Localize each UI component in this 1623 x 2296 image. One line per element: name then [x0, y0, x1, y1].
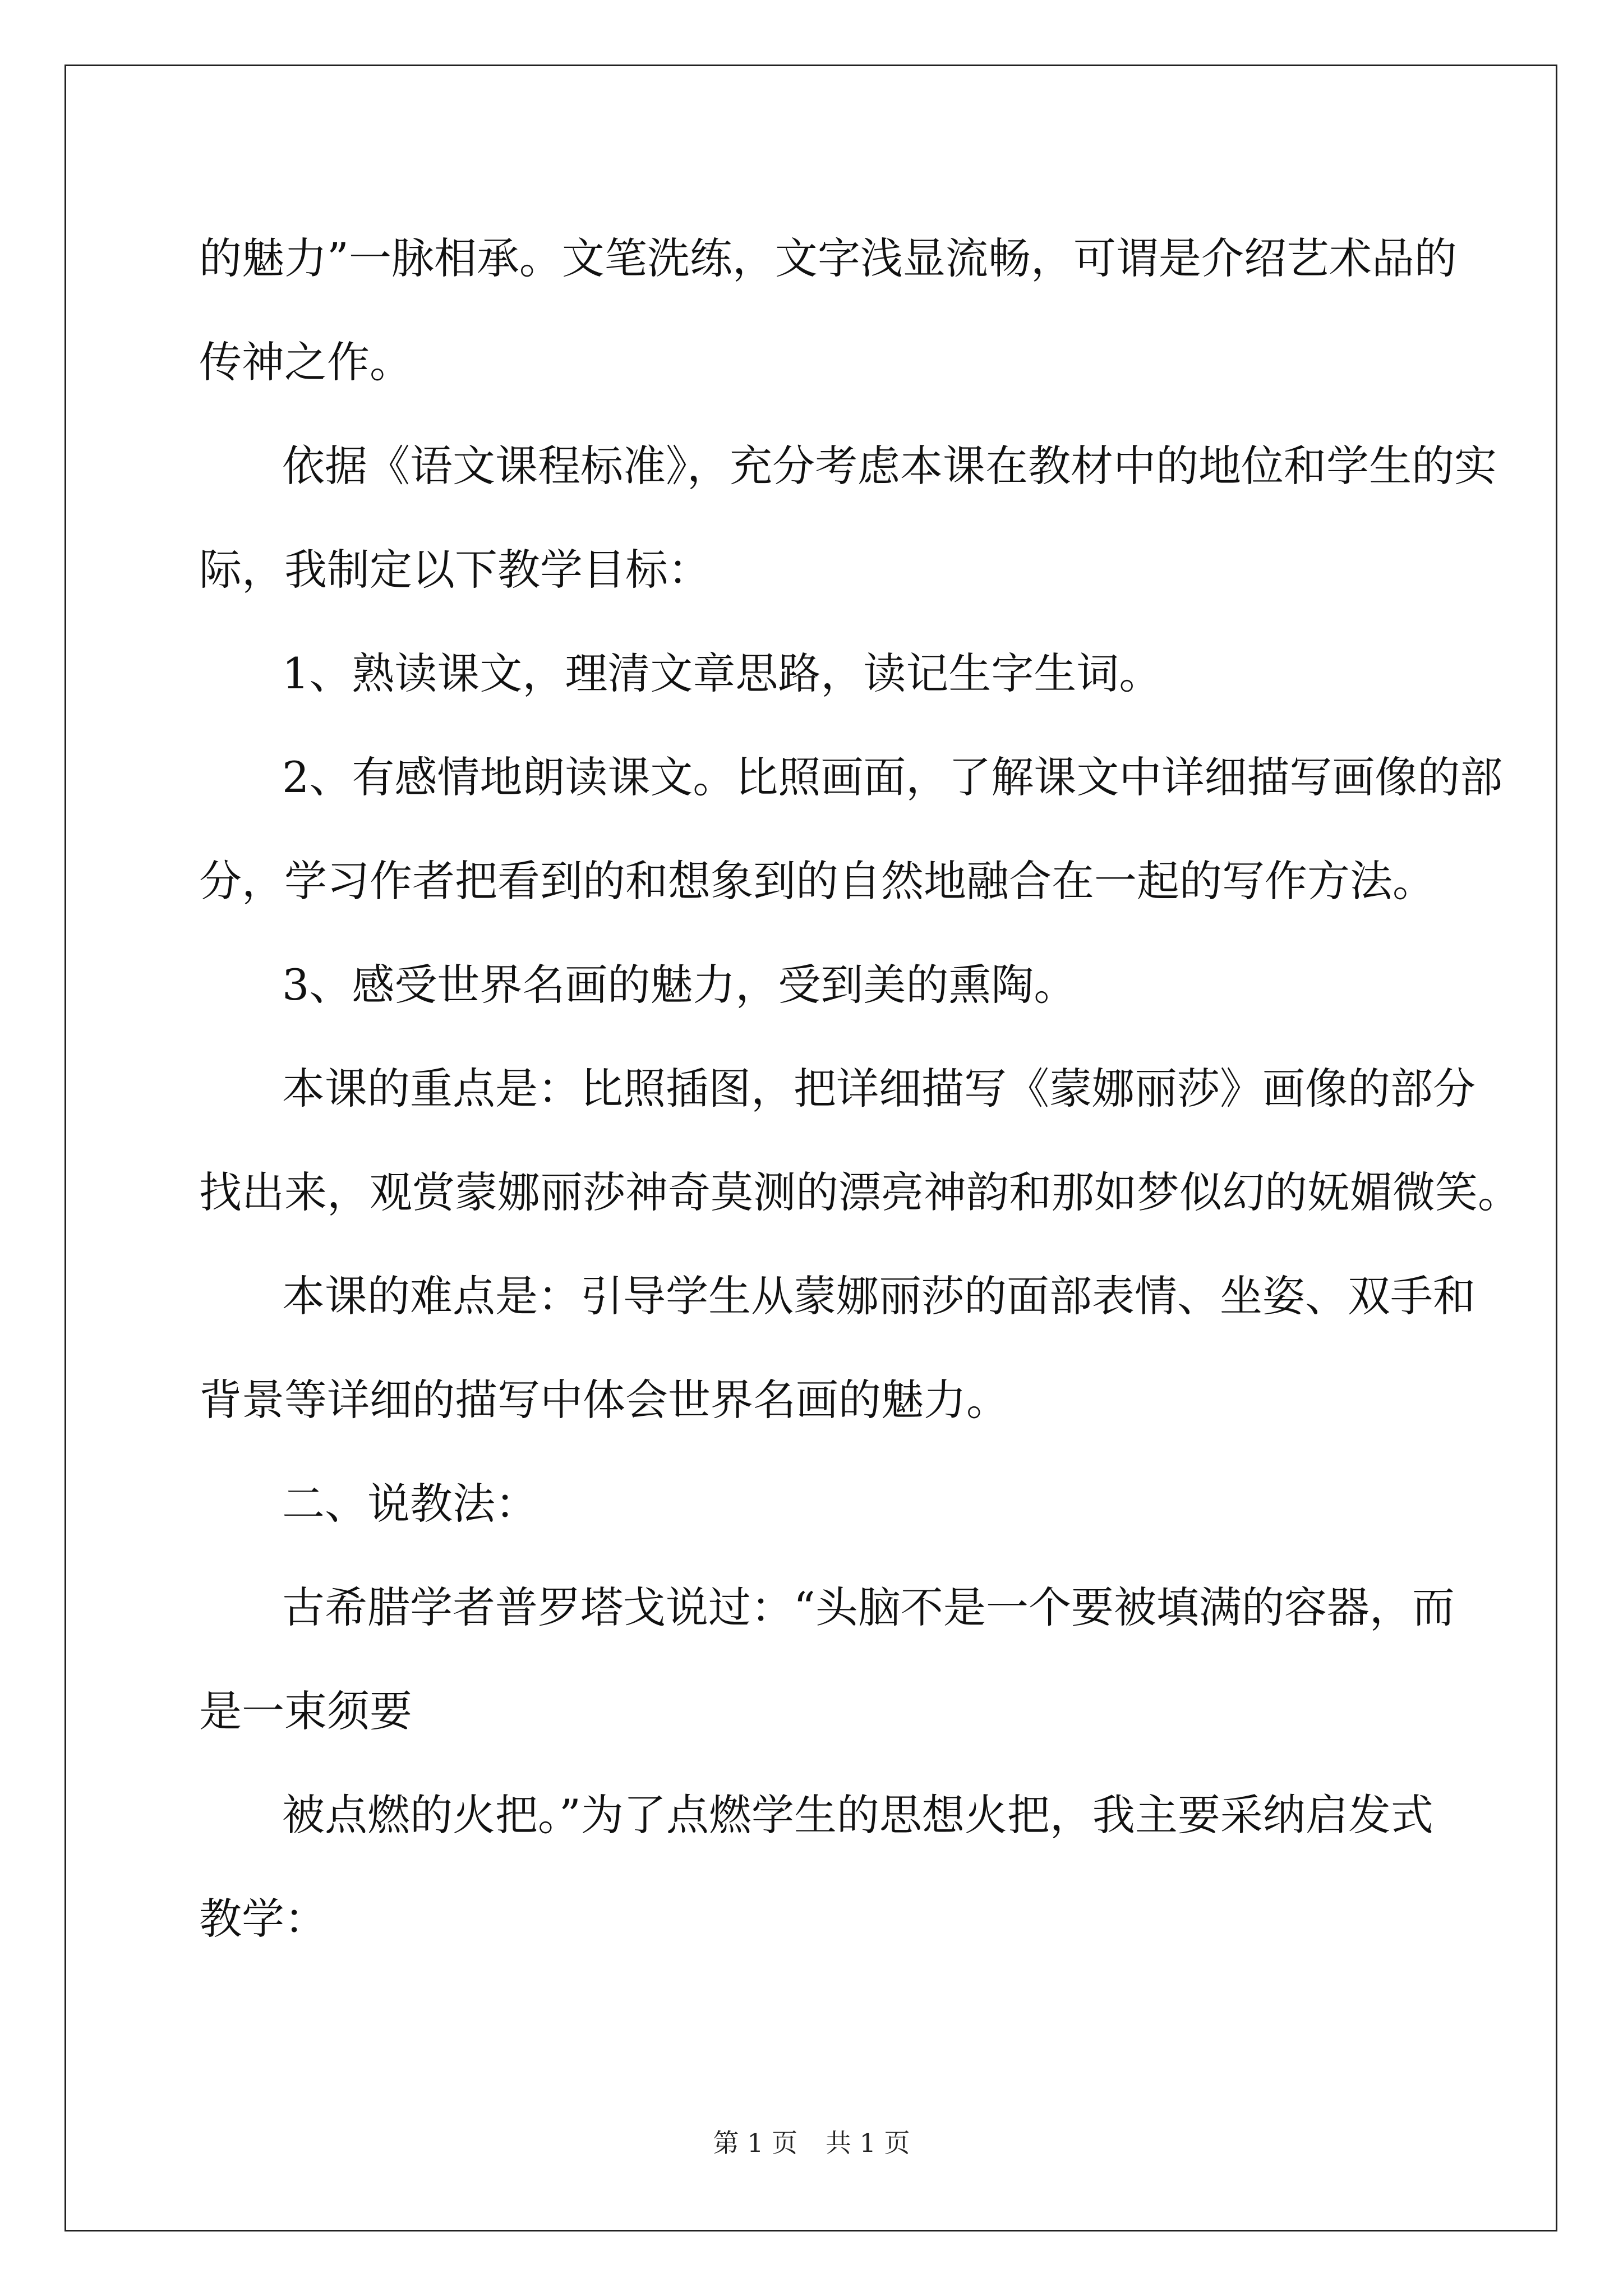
text-line: 本课的重点是：比照插图，把详细描写《蒙娜丽莎》画像的部分 — [282, 1064, 1476, 1114]
page-number: 第 1 页 — [713, 2128, 797, 2158]
text-line: 的魅力”一脉相承。文笔洗练，文字浅显流畅，可谓是介绍艺术品的 — [199, 233, 1457, 283]
text-line: 背景等详细的描写中体会世界名画的魅力。 — [199, 1375, 1009, 1425]
text-line: 分，学习作者把看到的和想象到的自然地融合在一起的写作方法。 — [199, 856, 1435, 906]
text-line: 本课的难点是：引导学生从蒙娜丽莎的面部表情、坐姿、双手和 — [282, 1271, 1476, 1321]
text-line: 被点燃的火把。”为了点燃学生的思想火把，我主要采纳启发式 — [282, 1790, 1433, 1840]
section-heading: 二、说教法： — [282, 1479, 538, 1529]
text-line: 古希腊学者普罗塔戈说过：“头脑不是一个要被填满的容器，而 — [282, 1582, 1455, 1632]
document-body — [199, 206, 1520, 1971]
text-line: 3、感受世界名画的魅力，受到美的熏陶。 — [282, 960, 1077, 1010]
page-footer — [0, 2126, 1623, 2160]
text-line: 教学： — [199, 1894, 327, 1944]
text-line: 传神之作。 — [199, 337, 412, 387]
text-line: 1、熟读课文，理清文章思路，读记生字生词。 — [282, 648, 1162, 698]
text-line: 际，我制定以下教学目标： — [199, 545, 711, 595]
page-total: 共 1 页 — [826, 2128, 910, 2158]
text-line: 2、有感情地朗读课文。比照画面，了解课文中详细描写画像的部 — [282, 752, 1503, 802]
text-line: 是一束须要 — [199, 1686, 412, 1736]
text-line: 找出来，观赏蒙娜丽莎神奇莫测的漂亮神韵和那如梦似幻的妩媚微笑。 — [199, 1167, 1520, 1217]
text-line: 依据《语文课程标准》，充分考虑本课在教材中的地位和学生的实 — [282, 441, 1497, 491]
